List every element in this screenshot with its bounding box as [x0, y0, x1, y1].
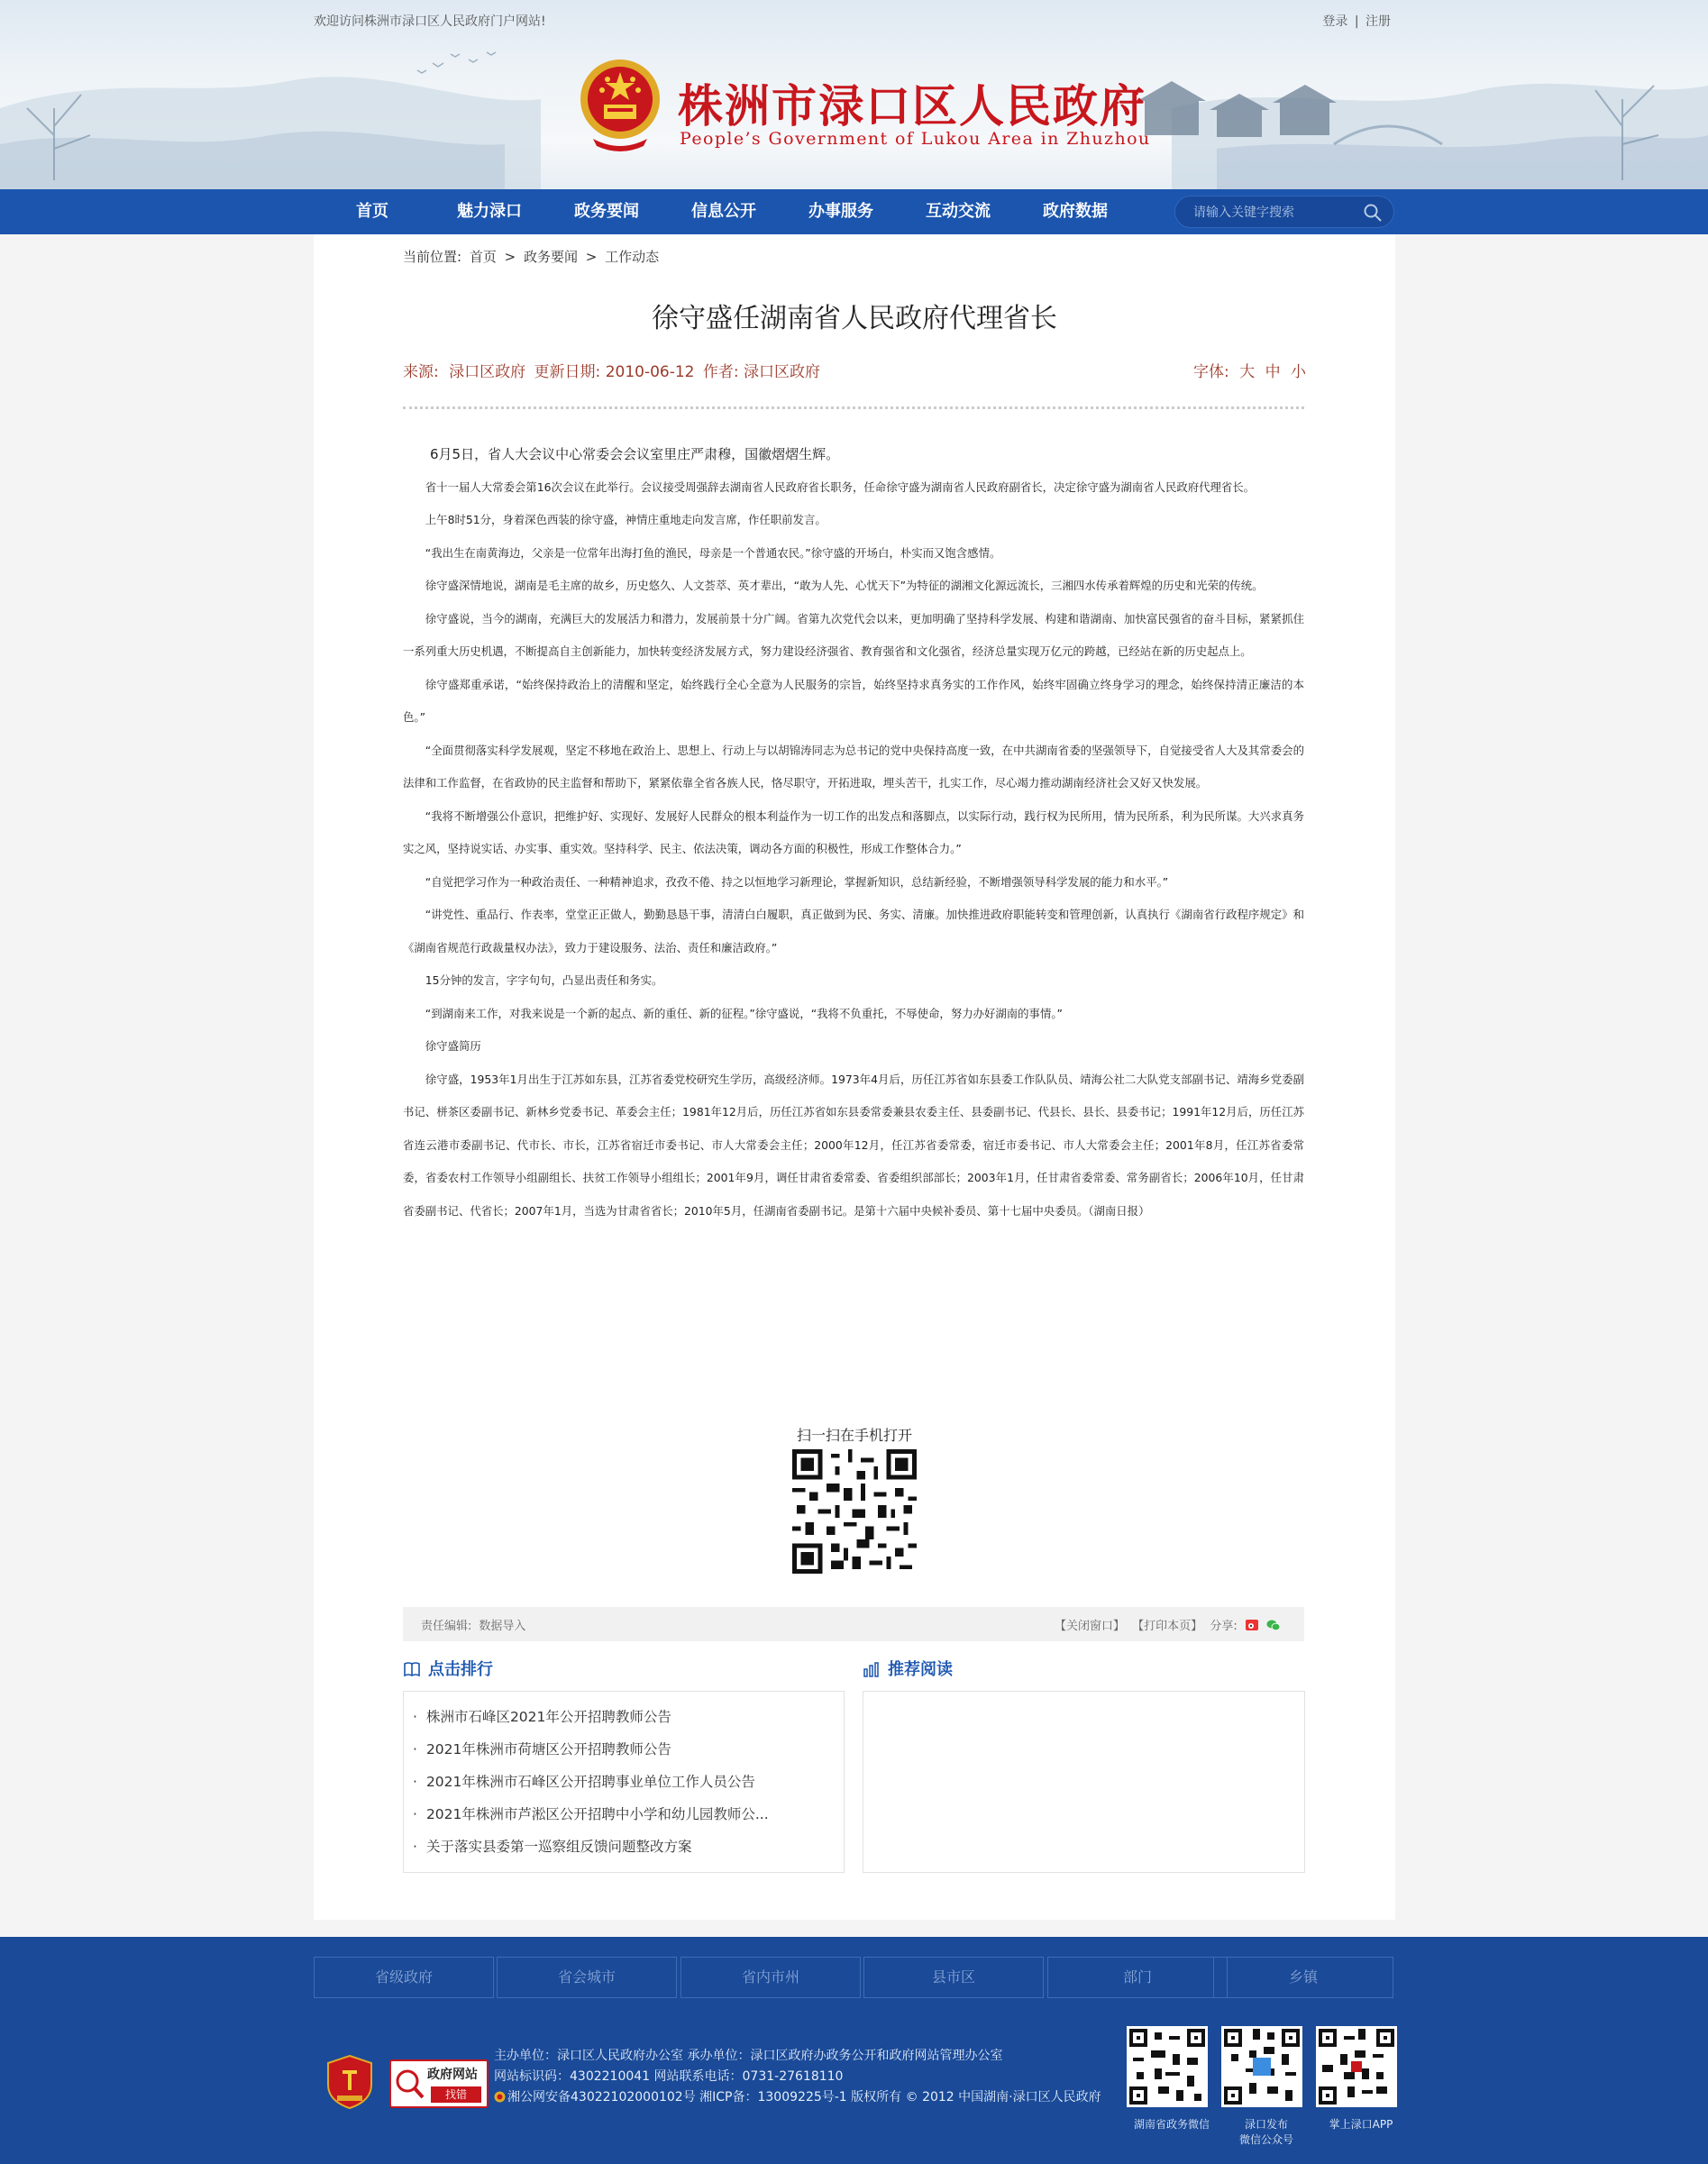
article-paragraph: 6月5日，省人大会议中心常委会会议室里庄严肃穆，国徽熠熠生辉。: [430, 446, 840, 462]
ranking-title: 点击排行: [428, 1660, 493, 1679]
source-value: 渌口区政府: [449, 363, 526, 381]
recommend-box: [863, 1691, 1305, 1873]
search-box: [1174, 196, 1394, 228]
badge-title: 政府网站: [427, 2068, 478, 2082]
date-value: 2010-06-12: [605, 363, 695, 381]
recommend-header: [863, 1657, 953, 1680]
article-paragraph: “我将不断增强公仆意识，把维护好、实现好、发展好人民群众的根本利益作为一切工作的出发点和落脚点，以实际行动，践行权为民所用，情为民所系，利为民所谋。大兴求真务实之风，坚持说实话、办实事、重实效。坚持科学、民主、依法决策，调动各方面的积极性，形成工作整体合力。”: [403, 808, 1304, 855]
footer-qr-lukou-app: [1316, 2026, 1397, 2107]
footer-qr-caption: 渌口发布 微信公众号: [1238, 2118, 1293, 2146]
article-paragraph: 徐守盛深情地说，湖南是毛主席的故乡，历史悠久、人文荟萃、英才辈出，“敢为人先、心忧天下”为特征的湖湘文化源远流长，三湘四水传承着辉煌的历史和光荣的传统。: [425, 579, 1264, 592]
nav-charm-lukou[interactable]: 魅力渌口: [457, 202, 522, 221]
share-label: 分享:: [1210, 1620, 1238, 1633]
search-icon[interactable]: [1363, 203, 1383, 223]
weibo-share-icon[interactable]: [1245, 1619, 1259, 1631]
breadcrumb-work[interactable]: 工作动态: [605, 249, 660, 265]
page-actions: [1051, 1616, 1281, 1633]
breadcrumb-news[interactable]: 政务要闻: [524, 249, 579, 265]
article-paragraph: “讲党性、重品行、作表率，堂堂正正做人，勤勤恳恳干事，清清白白履职，真正做到为民、务实、清廉。加快推进政府职能转变和管理创新，认真执行《湖南省行政程序规定》和《湖南省规范行政裁量权办法》，致力于建设服务、法治、责任和廉洁政府。”: [403, 908, 1304, 954]
footer-info: [494, 2046, 1101, 2108]
font-size-switcher: [1193, 359, 1306, 381]
article-title: 徐守盛任湖南省人民政府代理省长: [652, 303, 1057, 334]
print-page-link[interactable]: 【打印本页】: [1132, 1620, 1203, 1633]
article-paragraph: 徐守盛郑重承诺，“始终保持政治上的清醒和坚定，始终践行全心全意为人民服务的宗旨，始终坚持求真务实的工作作风，始终牢固确立终身学习的理念，始终保持清正廉洁的本色。”: [403, 677, 1304, 724]
breadcrumb: [403, 247, 662, 266]
breadcrumb-sep: >: [504, 249, 516, 265]
nav-services[interactable]: 办事服务: [808, 202, 873, 221]
main-nav: [0, 189, 1708, 234]
nav-info-disclosure[interactable]: 信息公开: [691, 202, 756, 221]
editor-label: 责任编辑:: [421, 1620, 472, 1633]
welcome-text: 欢迎访问株洲市渌口区人民政府门户网站!: [314, 14, 546, 29]
article-meta: [403, 359, 820, 381]
ranking-list: [404, 1692, 844, 1863]
site-title-english: People’s Government of Lukou Area in Zhuzhou: [680, 129, 1151, 149]
editor-value: 数据导入: [479, 1620, 526, 1633]
date-label: 更新日期:: [534, 363, 601, 381]
nav-home[interactable]: 首页: [356, 202, 388, 221]
recommend-title: 推荐阅读: [888, 1660, 953, 1679]
breadcrumb-home[interactable]: 首页: [469, 249, 497, 265]
font-size-large[interactable]: 大: [1239, 363, 1256, 381]
article-paragraph: “全面贯彻落实科学发展观，坚定不移地在政治上、思想上、行动上与以胡锦涛同志为总书记的党中央保持高度一致，在中共湖南省委的坚强领导下，自觉接受省人大及其常委会的法律和工作监督，在省政协的民主监督和帮助下，紧紧依靠全省各族人民，恪尽职守，开拓进取，埋头苦干，扎实工作，尽心竭力推动湖南经济社会又好又快发展。: [403, 743, 1304, 790]
article-paragraph: 15分钟的发言，字字句句，凸显出责任和务实。: [425, 973, 663, 987]
site-title: 株洲市渌口区人民政府: [678, 79, 1146, 132]
qr-label: 扫一扫在手机打开: [796, 1427, 912, 1444]
footer-copyright-row: [494, 2087, 1101, 2108]
nav-government-news[interactable]: 政务要闻: [574, 202, 639, 221]
search-input[interactable]: [1193, 196, 1356, 227]
ranking-item[interactable]: · 2021年株洲市芦淞区公开招聘中小学和幼儿园教师公...: [404, 1798, 844, 1831]
site-footer: [0, 1937, 1708, 2164]
content-panel: [314, 234, 1395, 1920]
ranking-item[interactable]: · 2021年株洲市荷塘区公开招聘教师公告: [404, 1733, 844, 1766]
magnifier-icon: [395, 2068, 425, 2101]
ranking-item[interactable]: · 2021年株洲市石峰区公开招聘事业单位工作人员公告: [404, 1766, 844, 1798]
font-size-small[interactable]: 小: [1291, 363, 1306, 381]
ranking-box: [403, 1691, 845, 1873]
footer-link-towns[interactable]: 乡镇: [1213, 1957, 1393, 1998]
title-divider: [403, 406, 1304, 409]
article-subheading: 徐守盛简历: [425, 1039, 481, 1053]
site-header: [0, 0, 1708, 189]
breadcrumb-prefix: 当前位置:: [403, 249, 462, 265]
article-qr-code: [792, 1449, 917, 1574]
bar-chart-icon: [863, 1661, 881, 1677]
article-paragraph: “我出生在南黄海边，父亲是一位常年出海打鱼的渔民，母亲是一个普通农民。”徐守盛的开场白，朴实而又饱含感情。: [425, 545, 1001, 560]
article-paragraph: 省十一届人大常委会第16次会议在此举行。会议接受周强辞去湖南省人民政府省长职务，任命徐守盛为湖南省人民政府副省长，决定徐守盛为湖南省人民政府代理省长。: [425, 479, 1256, 494]
footer-link-cities[interactable]: 省内市州: [680, 1957, 861, 1998]
badge-button: 找错: [431, 2086, 481, 2103]
national-emblem-icon: [575, 56, 665, 155]
book-icon: [403, 1661, 421, 1677]
report-error-badge[interactable]: [389, 2059, 489, 2108]
article-paragraph: 上午8时51分，身着深色西装的徐守盛，神情庄重地走向发言席，作任职前发言。: [425, 513, 827, 526]
login-link[interactable]: 登录: [1322, 14, 1348, 29]
article-paragraph: 徐守盛，1953年1月出生于江苏如东县，江苏省委党校研究生学历，高级经济师。1973年4月后，历任江苏省如东县委工作队队员、靖海公社二大队党支部副书记、靖海乡党委副书记、栟茶区委副书记、新林乡党委书记、革委会主任；1981年12月后，历任江苏省如东县委常委兼县农委主任、县委副书记、代县长、县长、县委书记；1991年12月后，历任江苏省连云港市委副书记、代市长、市长，江苏省宿迁市委书记、市人大常委会主任；2000年12月，任江苏省委常委，宿迁市委书记、市人大常委会主任；2001年8月，任江苏省委常委，省委农村工作领导小组副组长、扶贫工作领导小组组长；2001年9月，调任甘肃省委常委、省委组织部部长；2003年1月，任甘肃省委常委、常务副省长；2006年10月，任甘肃省委副书记、代省长；2007年1月，当选为甘肃省省长；2010年5月，任湖南省委副书记。是第十六届中央候补委员、第十七届中央委员。（湖南日报）: [403, 1072, 1304, 1218]
footer-link-counties[interactable]: 县市区: [863, 1957, 1044, 1998]
party-government-badge-icon[interactable]: [326, 2054, 373, 2110]
footer-copyright: 湘公网安备43022102000102号 湘ICP备：13009225号-1 版权所有 © 2012 中国湖南·渌口区人民政府: [507, 2090, 1101, 2105]
author-label: 作者:: [702, 363, 739, 381]
article-paragraph: “到湖南来工作，对我来说是一个新的起点、新的重任、新的征程。”徐守盛说，“我将不负重托，不辱使命，努力办好湖南的事情。”: [425, 1006, 1063, 1020]
article-paragraph: 徐守盛说，当今的湖南，充满巨大的发展活力和潜力，发展前景十分广阔。省第九次党代会以来，更加明确了坚持科学发展、构建和谐湖南、加快富民强省的奋斗目标，紧紧抓住一系列重大历史机遇，不断提高自主创新能力，加快转变经济发展方式，努力建设经济强省、教育强省和文化强省，经济总量实现万亿元的跨越，已经站在新的历史起点上。: [403, 611, 1304, 658]
footer-link-departments[interactable]: 部门: [1047, 1957, 1228, 1998]
nav-gov-data[interactable]: 政府数据: [1043, 202, 1108, 221]
wechat-share-icon[interactable]: [1266, 1619, 1281, 1631]
footer-qr-wechat-province: [1127, 2026, 1208, 2107]
police-badge-icon: [494, 2091, 506, 2103]
ranking-header: [403, 1657, 493, 1680]
footer-qr-caption: 掌上渌口APP: [1329, 2118, 1393, 2131]
footer-qr-caption: 湖南省政务微信: [1133, 2118, 1210, 2131]
footer-link-provincial[interactable]: 省级政府: [314, 1957, 494, 1998]
auth-links: [1322, 12, 1391, 30]
ranking-item[interactable]: · 关于落实县委第一巡察组反馈问题整改方案: [404, 1831, 844, 1863]
footer-qr-lukou-release: [1221, 2026, 1302, 2107]
footer-link-capitals[interactable]: 省会城市: [497, 1957, 677, 1998]
auth-separator: |: [1354, 14, 1359, 29]
footer-organizer: 主办单位：渌口区人民政府办公室 承办单位：渌口区政府办政务公开和政府网站管理办公室: [494, 2049, 1003, 2063]
close-window-link[interactable]: 【关闭窗口】: [1055, 1620, 1126, 1633]
editor-bar: [403, 1607, 1304, 1641]
footer-site-id: 网站标识码：4302210041 网站联系电话：0731-27618110: [494, 2069, 844, 2084]
nav-interaction[interactable]: 互动交流: [926, 202, 991, 221]
breadcrumb-sep: >: [585, 249, 598, 265]
font-size-label: 字体:: [1193, 363, 1229, 381]
editor-info: [421, 1616, 533, 1633]
article-paragraph: “自觉把学习作为一种政治责任、一种精神追求，孜孜不倦、持之以恒地学习新理论，掌握新知识，总结新经验，不断增强领导科学发展的能力和水平。”: [425, 874, 1169, 889]
ranking-item[interactable]: · 株洲市石峰区2021年公开招聘教师公告: [404, 1701, 844, 1733]
source-label: 来源:: [403, 363, 439, 381]
article-body: [403, 438, 1304, 1228]
register-link[interactable]: 注册: [1365, 14, 1391, 29]
font-size-medium[interactable]: 中: [1265, 363, 1281, 381]
author-value: 渌口区政府: [744, 363, 821, 381]
